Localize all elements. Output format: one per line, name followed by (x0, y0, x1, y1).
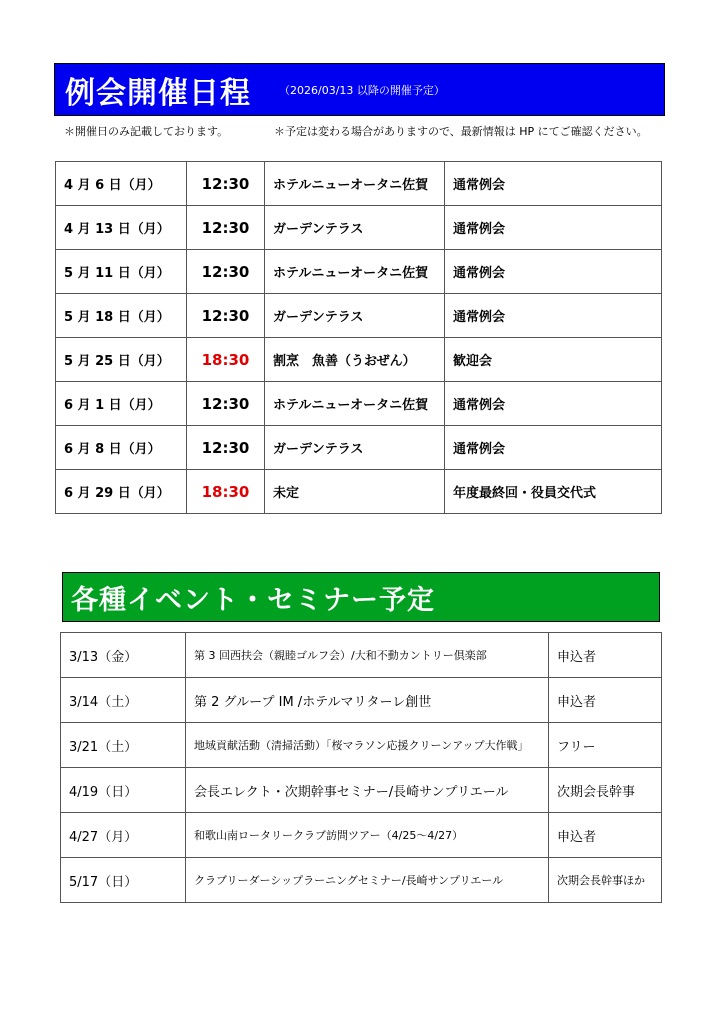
meeting-row (56, 250, 662, 294)
event-name: 和歌山南ロータリークラブ訪問ツアー（4/25～4/27） (186, 813, 549, 858)
meeting-type: 歓迎会 (445, 338, 662, 382)
event-name: 第 2 グループ IM /ホテルマリターレ創世 (186, 678, 549, 723)
event-date: 5/17（日） (61, 858, 186, 903)
note-right: ＊予定は変わる場合がありますので、最新情報は HP にてご確認ください。 (274, 125, 648, 138)
event-row (61, 723, 662, 768)
meeting-type: 通常例会 (445, 162, 662, 206)
event-target: フリー (549, 723, 662, 768)
event-target: 次期会長幹事ほか (549, 858, 662, 903)
events-title: 各種イベント・セミナー予定 (71, 584, 435, 616)
meeting-time: 12:30 (187, 382, 265, 426)
meeting-time: 18:30 (187, 338, 265, 382)
event-row (61, 858, 662, 903)
event-date: 3/21（土） (61, 723, 186, 768)
meeting-place: ホテルニューオータニ佐賀 (265, 250, 445, 294)
event-name: クラブリーダーシップラーニングセミナー/長崎サンプリエール (186, 858, 549, 903)
meeting-place: ホテルニューオータニ佐賀 (265, 162, 445, 206)
meeting-row (56, 382, 662, 426)
meeting-date: 6 月 29 日（月） (56, 470, 187, 514)
meeting-date: 6 月 1 日（月） (56, 382, 187, 426)
meeting-time: 12:30 (187, 162, 265, 206)
event-date: 3/13（金） (61, 633, 186, 678)
event-name: 会長エレクト・次期幹事セミナー/長崎サンプリエール (186, 768, 549, 813)
meeting-row (56, 162, 662, 206)
meeting-place: 割烹 魚善（うおぜん） (265, 338, 445, 382)
event-target: 次期会長幹事 (549, 768, 662, 813)
meeting-date: 5 月 18 日（月） (56, 294, 187, 338)
event-target: 申込者 (549, 633, 662, 678)
meeting-place: ガーデンテラス (265, 426, 445, 470)
event-date: 3/14（土） (61, 678, 186, 723)
meeting-row (56, 470, 662, 514)
event-date: 4/27（月） (61, 813, 186, 858)
meeting-type: 年度最終回・役員交代式 (445, 470, 662, 514)
meeting-schedule-table (55, 161, 662, 514)
event-target: 申込者 (549, 813, 662, 858)
meeting-row (56, 294, 662, 338)
meeting-place: ホテルニューオータニ佐賀 (265, 382, 445, 426)
meeting-date: 6 月 8 日（月） (56, 426, 187, 470)
event-row (61, 768, 662, 813)
meeting-place: 未定 (265, 470, 445, 514)
meeting-row (56, 206, 662, 250)
event-row (61, 678, 662, 723)
meeting-time: 12:30 (187, 250, 265, 294)
event-row (61, 813, 662, 858)
meeting-type: 通常例会 (445, 294, 662, 338)
meeting-type: 通常例会 (445, 206, 662, 250)
schedule-header (54, 63, 665, 116)
events-table (60, 632, 662, 903)
meeting-place: ガーデンテラス (265, 206, 445, 250)
event-target: 申込者 (549, 678, 662, 723)
meeting-time: 12:30 (187, 426, 265, 470)
meeting-time: 18:30 (187, 470, 265, 514)
meeting-row (56, 426, 662, 470)
page-subtitle: （2026/03/13 以降の開催予定） (279, 83, 445, 97)
meeting-type: 通常例会 (445, 382, 662, 426)
meeting-type: 通常例会 (445, 426, 662, 470)
meeting-date: 5 月 25 日（月） (56, 338, 187, 382)
meeting-row (56, 338, 662, 382)
meeting-time: 12:30 (187, 294, 265, 338)
page-title: 例会開催日程 (65, 75, 251, 111)
meeting-type: 通常例会 (445, 250, 662, 294)
meeting-date: 4 月 6 日（月） (56, 162, 187, 206)
meeting-place: ガーデンテラス (265, 294, 445, 338)
event-row (61, 633, 662, 678)
event-name: 第 3 回西扶会（親睦ゴルフ会）/大和不動カントリー倶楽部 (186, 633, 549, 678)
event-date: 4/19（日） (61, 768, 186, 813)
event-name: 地域貢献活動（清掃活動）「桜マラソン応援クリーンアップ大作戦」 (186, 723, 549, 768)
note-left: ＊開催日のみ記載しております。 (64, 125, 229, 138)
events-header (62, 572, 660, 622)
meeting-time: 12:30 (187, 206, 265, 250)
meeting-date: 4 月 13 日（月） (56, 206, 187, 250)
meeting-date: 5 月 11 日（月） (56, 250, 187, 294)
